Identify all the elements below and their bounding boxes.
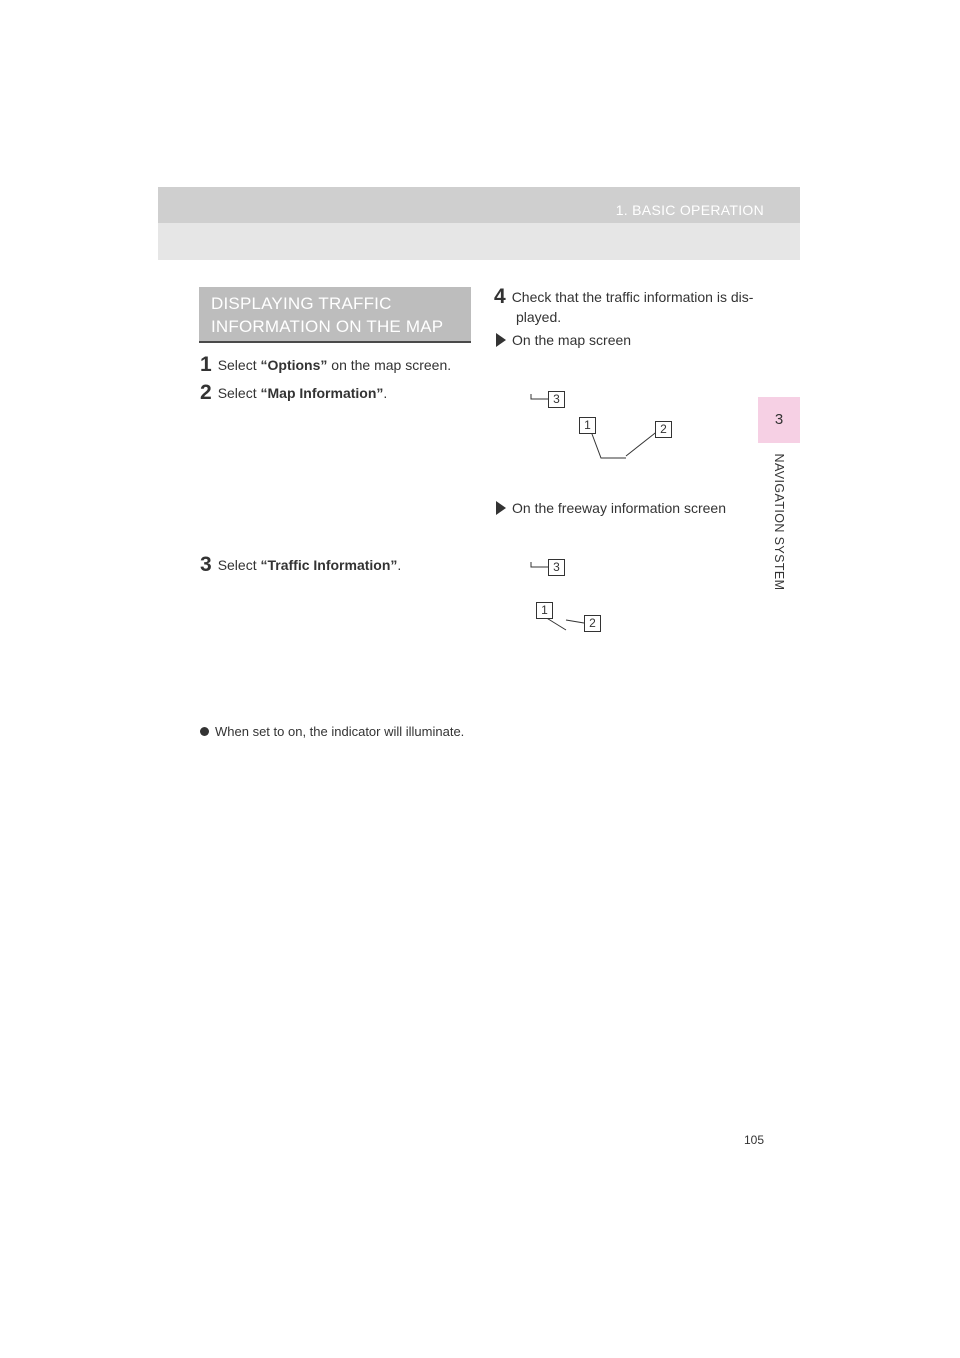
step-text-prefix: Select (217, 385, 261, 401)
section-title-line-1: DISPLAYING TRAFFIC (211, 294, 392, 313)
step-text-suffix: . (397, 557, 402, 573)
step-option-label: “Map Information” (260, 385, 384, 401)
step-option-label: “Traffic Information” (260, 557, 398, 573)
section-title-line-2: INFORMATION ON THE MAP (211, 317, 444, 336)
step-number: 1 (200, 353, 212, 376)
step-text-prefix: Select (217, 557, 261, 573)
callout-map-2: 2 (655, 421, 672, 438)
leader-line-freeway-3 (531, 562, 548, 567)
callout-map-1: 1 (579, 417, 596, 434)
step-number: 2 (200, 381, 212, 404)
step-text-suffix: . (383, 385, 388, 401)
chapter-title: NAVIGATION SYSTEM (772, 453, 786, 591)
callout-freeway-1: 1 (536, 602, 553, 619)
running-header: 1. BASIC OPERATION (615, 202, 764, 218)
callout-freeway-2: 2 (584, 615, 601, 632)
leader-line-map-3 (531, 394, 548, 399)
step-number: 3 (200, 553, 212, 576)
step-text-prefix: Select (217, 357, 261, 373)
chapter-number: 3 (774, 411, 784, 428)
page-number: 105 (744, 1133, 765, 1147)
subhead-text: On the map screen (512, 332, 632, 348)
note-text: When set to on, the indicator will illuminate. (215, 724, 465, 739)
step-option-label: “Options” (260, 357, 328, 373)
subhead-text: On the freeway information screen (512, 500, 726, 516)
callout-map-3: 3 (548, 391, 565, 408)
step-number: 4 (494, 285, 506, 308)
step-4-line-2: played. (516, 309, 562, 325)
leader-line-freeway-2 (566, 620, 584, 623)
callout-freeway-3: 3 (548, 559, 565, 576)
step-text-suffix: on the map screen. (327, 357, 452, 373)
step-4-line-1: Check that the traffic information is dis- (511, 289, 754, 305)
